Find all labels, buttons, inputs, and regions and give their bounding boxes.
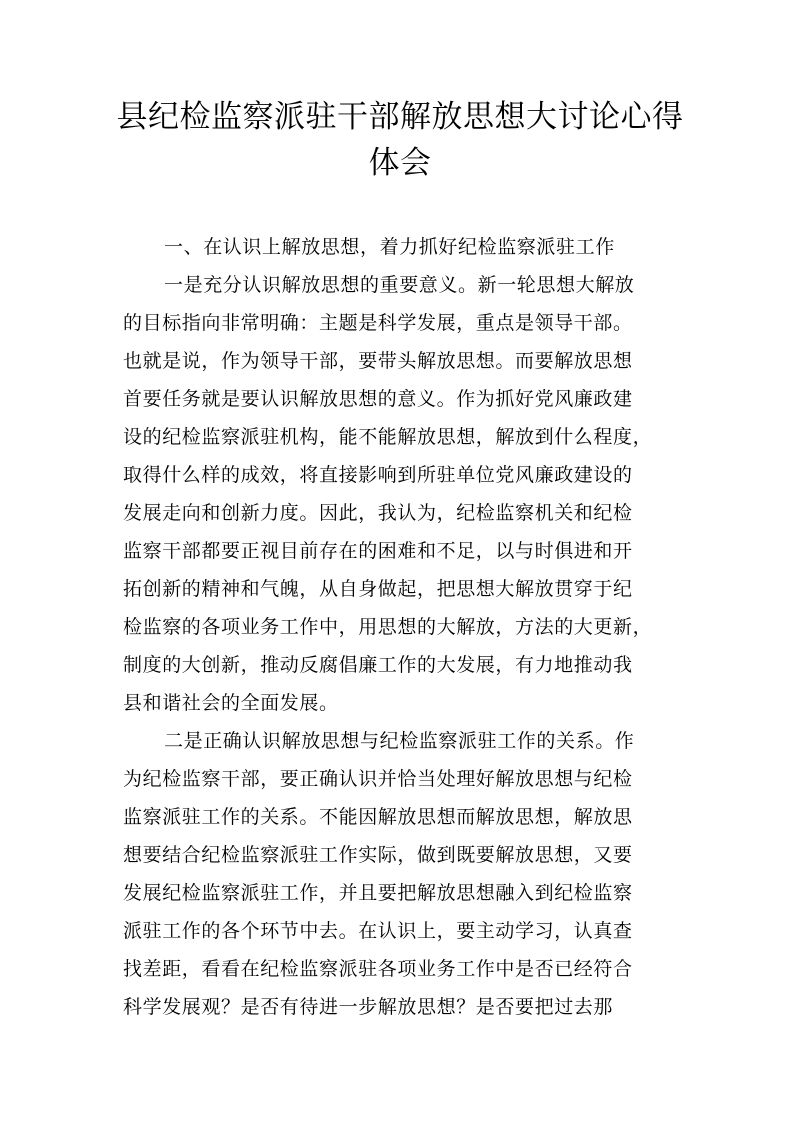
title-line: 体会 [368, 145, 432, 181]
paragraph-line: 县和谐社会的全面发展。 [123, 692, 339, 714]
title-line: 县纪检监察派驻干部解放思想大讨论心得 [116, 99, 684, 135]
section-heading: 一、在认识上解放思想，着力抓好纪检监察派驻工作 [164, 236, 615, 258]
paragraph-line: 二是正确认识解放思想与纪检监察派驻工作的关系。作 [164, 730, 635, 752]
document-body [123, 228, 680, 1026]
paragraph-line: 首要任务就是要认识解放思想的意义。作为抓好党风廉政建 [123, 388, 633, 410]
paragraph-line: 发展走向和创新力度。因此，我认为，纪检监察机关和纪检 [123, 502, 633, 524]
paragraph-line: 也就是说，作为领导干部，要带头解放思想。而要解放思想 [123, 350, 633, 372]
paragraph-line: 派驻工作的各个环节中去。在认识上，要主动学习，认真查 [123, 920, 633, 942]
paragraph-line: 一是充分认识解放思想的重要意义。新一轮思想大解放 [164, 274, 635, 296]
paragraph-line: 检监察的各项业务工作中，用思想的大解放，方法的大更新， [123, 616, 653, 638]
paragraph-line: 发展纪检监察派驻工作，并且要把解放思想融入到纪检监察 [123, 882, 633, 904]
paragraph-line: 取得什么样的成效，将直接影响到所驻单位党风廉政建设的 [123, 464, 633, 486]
paragraph-line: 科学发展观？是否有待进一步解放思想？是否要把过去那 [123, 996, 614, 1018]
paragraph-1 [123, 266, 680, 722]
paragraph-line: 设的纪检监察派驻机构，能不能解放思想，解放到什么程度， [123, 426, 653, 448]
paragraph-line: 监察派驻工作的关系。不能因解放思想而解放思想，解放思 [123, 806, 633, 828]
paragraph-line: 制度的大创新，推动反腐倡廉工作的大发展，有力地推动我 [123, 654, 633, 676]
paragraph-line: 想要结合纪检监察派驻工作实际，做到既要解放思想，又要 [123, 844, 633, 866]
paragraph-line: 找差距，看看在纪检监察派驻各项业务工作中是否已经符合 [123, 958, 633, 980]
paragraph-line: 的目标指向非常明确：主题是科学发展，重点是领导干部。 [123, 312, 633, 334]
paragraph-line: 为纪检监察干部，要正确认识并恰当处理好解放思想与纪检 [123, 768, 633, 790]
paragraph-line: 拓创新的精神和气魄，从自身做起，把思想大解放贯穿于纪 [123, 578, 633, 600]
paragraph-line: 监察干部都要正视目前存在的困难和不足，以与时俱进和开 [123, 540, 633, 562]
paragraph-2 [123, 722, 680, 1026]
document-title [100, 94, 700, 186]
